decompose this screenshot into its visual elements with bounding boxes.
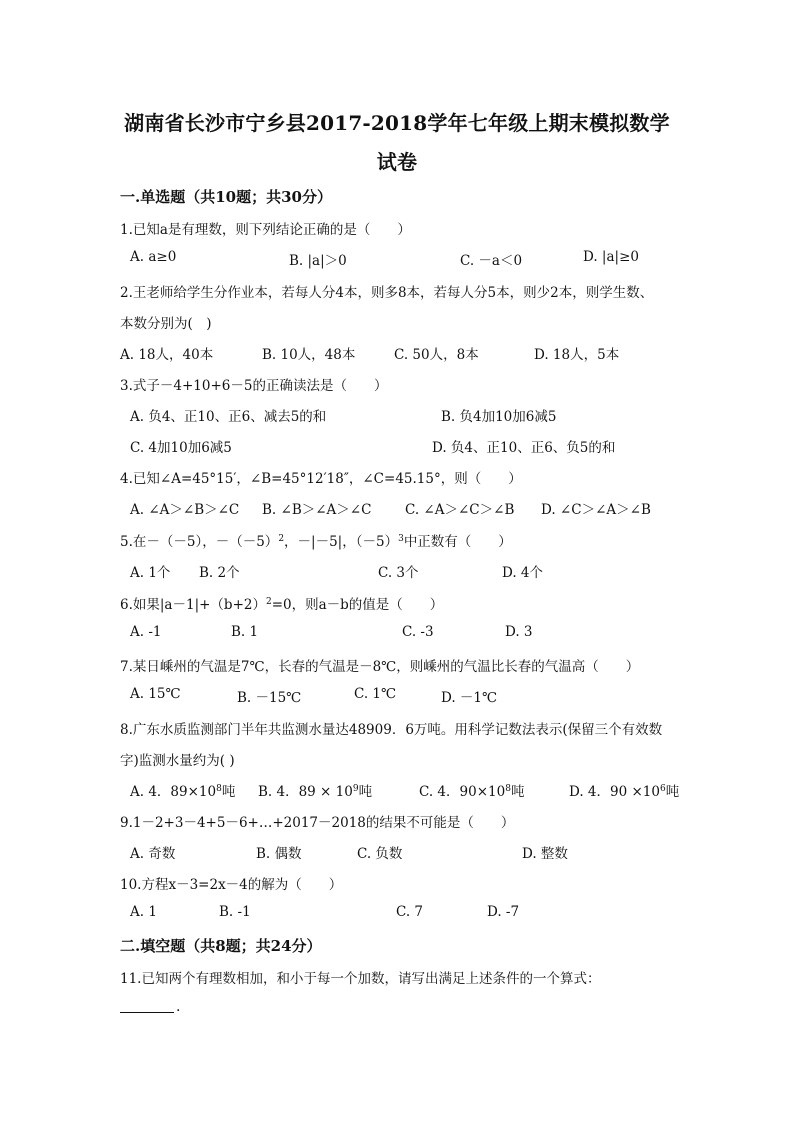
- question-8-option-c: C. 4．$90\times 10^8$吨: [419, 784, 525, 800]
- exam-title-line-2: 试卷: [376, 150, 418, 174]
- question-3-option-a: A. 负4、正10、正6、减去5的和: [130, 409, 327, 425]
- question-9-option-c: C. 负数: [357, 846, 403, 862]
- question-7-option-b: B. －15℃: [237, 690, 302, 706]
- question-6-option-a: A. -1: [130, 624, 162, 640]
- question-4-option-b: B. ∠B＞∠A＞∠C: [262, 502, 372, 518]
- question-8-stem-cont: 字)监测水量约为( ): [120, 753, 235, 769]
- question-2-option-d: D. 18人，5本: [534, 347, 620, 363]
- question-2-stem: 2.王老师给学生分作业本，若每人分4本，则多8本，若每人分5本，则少2本，则学生数、: [120, 285, 654, 301]
- question-2-option-b: B. 10人，48本: [262, 347, 356, 363]
- question-3-option-c: C. 4加10加6减5: [130, 440, 232, 456]
- question-11-end-period: .: [176, 999, 181, 1015]
- question-10-stem: 10.方程x－3=2x－4的解为（ ）: [120, 877, 343, 893]
- question-2-option-c: C. 50人，8本: [394, 347, 479, 363]
- question-5-option-b: B. 2个: [199, 565, 240, 581]
- question-3-stem: 3.式子－4+10+6－5的正确读法是（ ）: [120, 378, 388, 394]
- question-9-option-b: B. 偶数: [256, 846, 302, 862]
- section-fill-in: 二.填空题（共8题；共24分）: [120, 937, 322, 955]
- question-1-stem: 1.已知a是有理数，则下列结论正确的是（ ）: [120, 222, 411, 238]
- question-10-option-a: A. 1: [130, 904, 157, 920]
- question-7-option-d: D. －1℃: [441, 690, 498, 706]
- question-7-option-a: A. 15℃: [130, 686, 181, 702]
- question-8-option-d: D. 4．$90 \times 10^6$吨: [569, 784, 680, 800]
- question-6-option-b: B. 1: [231, 624, 259, 640]
- question-10-option-c: C. 7: [396, 904, 424, 920]
- question-7-option-c: C. 1℃: [354, 686, 397, 702]
- question-9-stem: 9.1－2+3－4+5－6+…+2017－2018的结果不可能是（ ）: [120, 815, 515, 831]
- question-10-option-d: D. -7: [487, 904, 520, 920]
- question-8-option-b: B. 4．$89 \times 10^9$吨: [258, 784, 373, 800]
- question-6-stem: 6.如果$|a-1|+(b+2)^2=0$，则a－b的值是（ ）: [120, 597, 444, 613]
- question-5-stem: 5.在－（－5），$-(-5)^2$，－|－5|，$(-5)^3$中正数有（ ）: [120, 534, 512, 550]
- question-1-option-c: C. －a＜0: [460, 253, 523, 269]
- question-4-option-c: C. ∠A＞∠C＞∠B: [405, 502, 515, 518]
- question-10-option-b: B. -1: [219, 904, 251, 920]
- question-2-stem-cont: 本数分别为( ): [120, 316, 212, 332]
- question-9-option-d: D. 整数: [522, 846, 568, 862]
- question-8-stem: 8.广东水质监测部门半年共监测水量达48909．6万吨。用科学记数法表示(保留三个有效数: [120, 722, 663, 738]
- question-11-answer-blank[interactable]: [120, 1012, 174, 1013]
- exam-title-line-1: 湖南省长沙市宁乡县2017-2018学年七年级上期末模拟数学: [124, 111, 670, 135]
- question-1-option-a: A. a≥0: [130, 249, 177, 265]
- question-5-option-c: C. 3个: [378, 565, 419, 581]
- question-3-option-b: B. 负4加10加6减5: [441, 409, 557, 425]
- question-9-option-a: A. 奇数: [130, 846, 176, 862]
- question-1-option-b: B. |a|＞0: [289, 253, 347, 269]
- question-6-option-c: C. -3: [402, 624, 434, 640]
- question-7-stem: 7.某日嵊州的气温是7℃，长春的气温是－8℃，则嵊州的气温比长春的气温高（ ）: [120, 659, 640, 675]
- question-8-option-a: A. 4．$89\times 10^8$吨: [130, 784, 236, 800]
- question-4-stem: 4.已知∠A=45°15′，∠B=45°12′18″，∠C=45.15°，则（ ）: [120, 471, 522, 487]
- question-4-option-d: D. ∠C＞∠A＞∠B: [541, 502, 651, 518]
- question-4-option-a: A. ∠A＞∠B＞∠C: [130, 502, 240, 518]
- section-single-choice: 一.单选题（共10题；共30分）: [120, 188, 332, 206]
- question-3-option-d: D. 负4、正10、正6、负5的和: [432, 440, 616, 456]
- question-6-option-d: D. 3: [505, 624, 533, 640]
- question-5-option-a: A. 1个: [130, 565, 171, 581]
- question-5-option-d: D. 4个: [502, 565, 544, 581]
- question-2-option-a: A. 18人，40本: [120, 347, 214, 363]
- question-11-stem: 11.已知两个有理数相加，和小于每一个加数，请写出满足上述条件的一个算式：: [120, 971, 601, 987]
- question-1-option-d: D. |a|≥0: [583, 249, 639, 265]
